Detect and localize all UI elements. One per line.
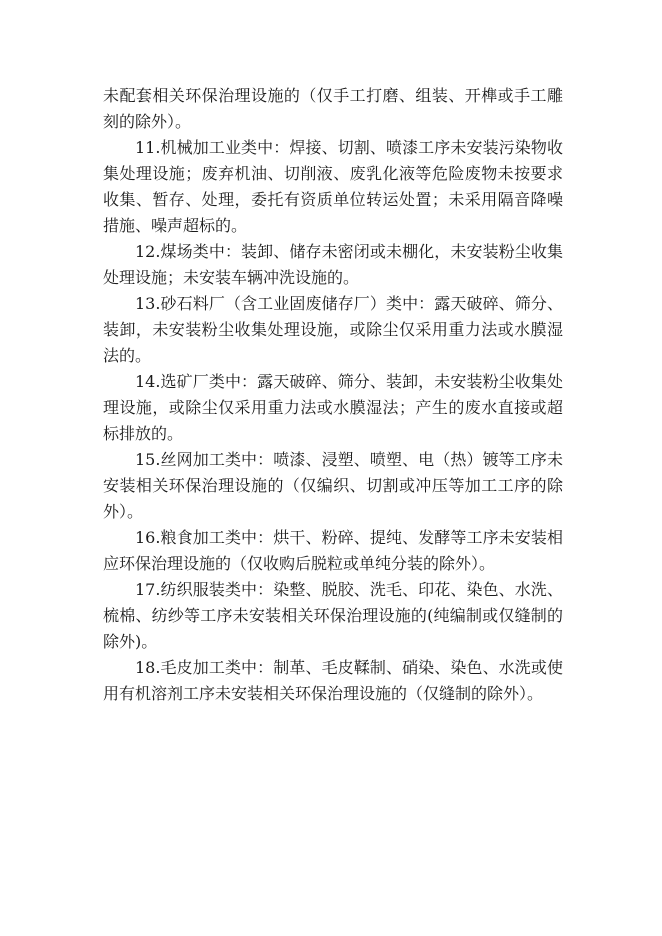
document-body xyxy=(103,83,563,707)
paragraph-continuation: 未配套相关环保治理设施的（仅手工打磨、组装、开榫或手工雕刻的除外）。 xyxy=(103,86,563,131)
paragraph-item-15: 15.丝网加工类中：喷漆、浸塑、喷塑、电（热）镀等工序未安装相关环保治理设施的（仅编织、切割或冲压等加工工序的除外）。 xyxy=(103,450,563,521)
paragraph-item-16: 16.粮食加工类中：烘干、粉碎、提纯、发酵等工序未安装相应环保治理设施的（仅收购后脱粒或单纯分装的除外）。 xyxy=(103,528,563,573)
paragraph-item-13: 13.砂石料厂（含工业固废储存厂）类中：露天破碎、筛分、装卸，未安装粉尘收集处理设施，或除尘仅采用重力法或水膜湿法的。 xyxy=(103,294,563,365)
paragraph-item-17: 17.纺织服装类中：染整、脱胶、洗毛、印花、染色、水洗、梳棉、纺纱等工序未安装相关环保治理设施的(纯编制或仅缝制的除外)。 xyxy=(103,580,563,651)
paragraph-item-18: 18.毛皮加工类中：制革、毛皮鞣制、硝染、染色、水洗或使用有机溶剂工序未安装相关环保治理设施的（仅缝制的除外）。 xyxy=(103,658,563,703)
paragraph-item-14: 14.选矿厂类中：露天破碎、筛分、装卸，未安装粉尘收集处理设施，或除尘仅采用重力法或水膜湿法；产生的废水直接或超标排放的。 xyxy=(103,372,563,443)
paragraph-item-12: 12.煤场类中：装卸、储存未密闭或未棚化，未安装粉尘收集处理设施；未安装车辆冲洗设施的。 xyxy=(103,242,563,287)
paragraph-item-11: 11.机械加工业类中：焊接、切割、喷漆工序未安装污染物收集处理设施；废弃机油、切削液、废乳化液等危险废物未按要求收集、暂存、处理，委托有资质单位转运处置；未采用隔音降噪措施、噪声超标的。 xyxy=(103,138,563,235)
